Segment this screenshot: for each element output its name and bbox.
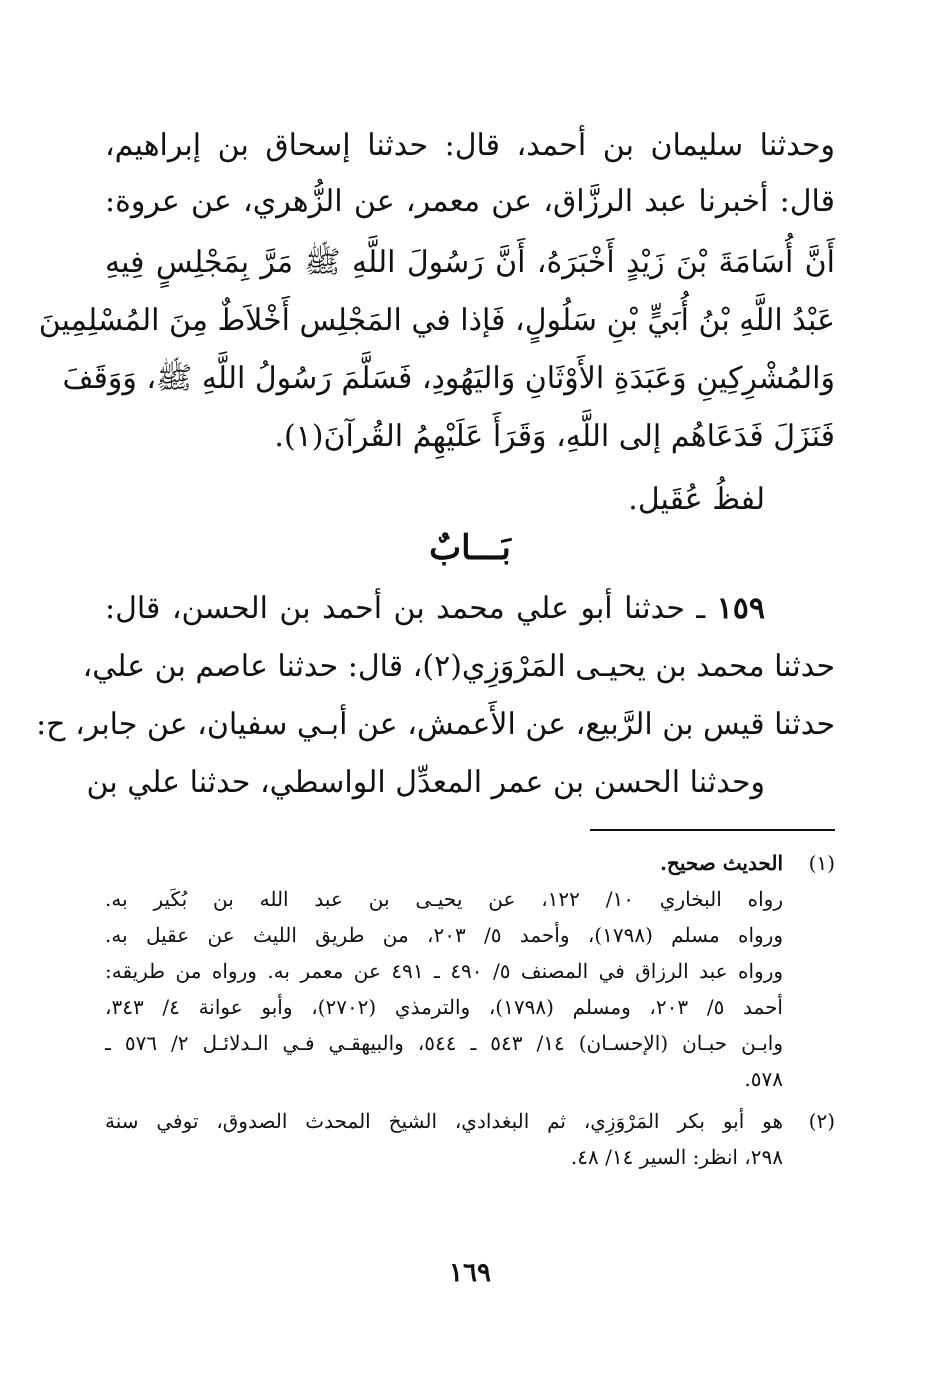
chapter-line-1-text: ـ حدثنا أبو علي محمد بن أحمد بن الحسن، قال:: [105, 591, 706, 626]
hadith-line-1: أَنَّ أُسَامَةَ بْنَ زَيْدٍ أَخْبَرَهُ، أَنَّ رَسُولَ اللَّهِ ﷺ مَرَّ بِمَجْلِسٍ فِيهِ: [105, 245, 835, 280]
page-number: ١٦٩: [449, 1258, 491, 1288]
footnote-1: [105, 845, 835, 1097]
footnote-2-line-2: ٢٩٨، انظر: السير ١٤/ ٤٨.: [570, 1145, 783, 1169]
footnote-1-line-3: ورواه عبد الرزاق في المصنف ٥/ ٤٩٠ ـ ٤٩١ عن معمر به. ورواه من طريقه:: [105, 959, 784, 983]
footnote-1-line-6: ٥٧٨.: [744, 1067, 783, 1091]
chapter-heading: بَـــابٌ: [429, 528, 511, 568]
intro-line-1: وحدثنا سليمان بن أحمد، قال: حدثنا إسحاق بن إبراهيم،: [105, 128, 835, 163]
chapter-line-2: حدثنا محمد بن يحيـى المَرْوَزِي(٢)، قال: حدثنا عاصم بن علي،: [82, 649, 835, 684]
closing-line: لفظُ عُقَيل.: [628, 482, 765, 517]
main-text-block: [38, 118, 835, 528]
chapter-line-4: وحدثنا الحسن بن عمر المعدِّل الواسطي، حدثنا علي بن: [86, 765, 765, 800]
hadith-number: ١٥٩: [716, 591, 765, 626]
footnote-1-line-1: رواه البخاري ١٠/ ١٢٢، عن يحيـى بن عبد الله بن بُكَير به.: [105, 887, 783, 911]
footnote-1-title: الحديث صحيح.: [659, 851, 783, 875]
footnote-2: [105, 1103, 835, 1175]
footnote-2-line-1: هو أبو بكر المَرْوَزِي، ثم البغدادي، الشيخ المحدث الصدوق، توفي سنة: [105, 1109, 783, 1133]
footnote-divider: [590, 829, 835, 831]
chapter-line-1: [105, 580, 835, 638]
chapter-section: [36, 580, 835, 812]
footnote-2-marker: (٢): [808, 1109, 835, 1133]
footnote-1-marker: (١): [808, 851, 835, 875]
hadith-line-2: عَبْدُ اللَّهِ بْنُ أُبَيٍّ بْنِ سَلُولٍ، فَإذا في المَجْلِس أَخْلاَطٌ مِنَ المُسْلِمِينَ: [38, 303, 835, 338]
intro-line-2: قال: أخبرنا عبد الرزَّاق، عن معمر، عن الزُّهري، عن عروة:: [105, 184, 835, 219]
footnotes: [105, 845, 835, 1175]
footnote-1-line-2: ورواه مسلم (١٧٩٨)، وأحمد ٥/ ٢٠٣، من طريق الليث عن عقيل به.: [105, 923, 783, 947]
hadith-line-4: فَنَزَلَ فَدَعَاهُم إلى اللَّهِ، وَقَرَأَ عَلَيْهِمُ القُرآنَ(١).: [274, 419, 835, 454]
footnote-1-line-5: وابـن حبـان (الإحسـان) ١٤/ ٥٤٣ ـ ٥٤٤، والبيهقـي فـي الـدلائـل ٢/ ٥٧٦ ـ: [105, 1031, 783, 1055]
footnote-1-line-4: أحمد ٥/ ٢٠٣، ومسلم (١٧٩٨)، والترمذي (٢٧٠٢)، وأبو عوانة ٤/ ٣٤٣،: [105, 995, 783, 1019]
hadith-line-3: وَالمُشْرِكِينِ وَعَبَدَةِ الأَوْثَانِ وَاليَهُودِ، فَسَلَّمَ رَسُولُ اللَّهِ ﷺ، وَوَقَفَ: [62, 361, 835, 396]
chapter-line-3: حدثنا قيس بن الرَّبيع، عن الأَعمش، عن أبـي سفيان، عن جابر، ح:: [36, 707, 835, 742]
hadith-text: [38, 234, 835, 466]
